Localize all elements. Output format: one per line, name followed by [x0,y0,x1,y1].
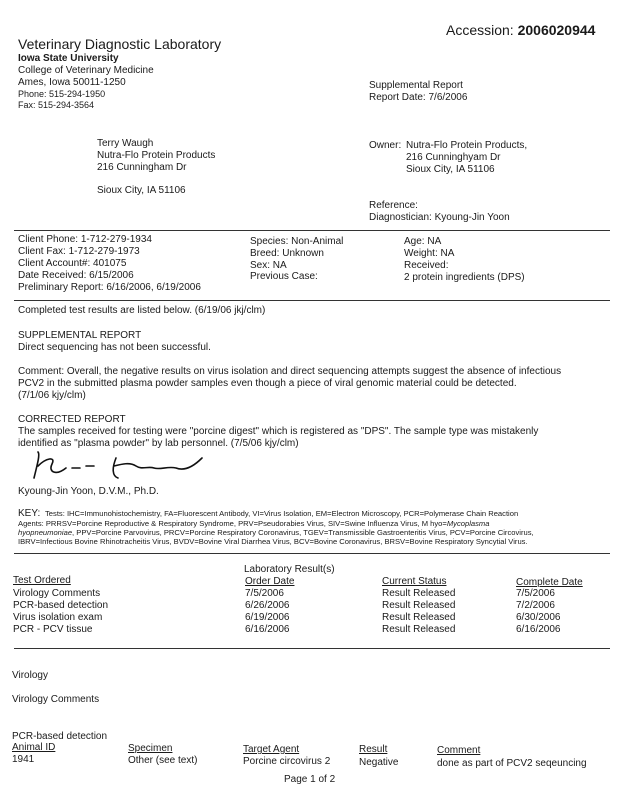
client-city: Sioux City, IA 51106 [97,185,186,196]
pcr-result: Negative [359,757,399,768]
lab-header-order-date: Order Date [245,576,295,587]
cell-test: Virus isolation exam [13,612,103,623]
key-line3 [18,528,534,537]
lab-header-test: Test Ordered [13,575,71,586]
reference: Reference: [369,200,418,211]
cell-order-date: 7/5/2006 [245,588,284,599]
client-name: Terry Waugh [97,138,154,149]
pcr-header-specimen: Specimen [128,743,173,754]
pcr-target-agent: Porcine circovirus 2 [243,756,331,767]
lab-name: Veterinary Diagnostic Laboratory [18,36,222,52]
corrected-line1: The samples received for testing were "porcine digest" which is registered as "DPS". The sample type was mistakenly [18,426,539,437]
divider-results [14,648,610,649]
owner-line1: Nutra-Flo Protein Products, [406,140,528,151]
breed: Breed: Unknown [250,248,324,259]
report-type: Supplemental Report [369,80,463,91]
cell-order-date: 6/19/2006 [245,612,290,623]
cell-status: Result Released [382,588,456,599]
table-row [0,624,639,636]
supplemental-text: Direct sequencing has not been successful. [18,342,211,353]
page-number: Page 1 of 2 [284,774,336,785]
client-fax: Client Fax: 1-712-279-1973 [18,246,140,257]
cell-test: PCR-based detection [13,600,109,611]
species: Species: Non-Animal [250,236,344,247]
client-street: 216 Cunningham Dr [97,162,187,173]
client-company: Nutra-Flo Protein Products [97,150,216,161]
received-label: Received: [404,260,449,271]
lab-header-status: Current Status [382,576,447,587]
diagnostician: Diagnostician: Kyoung-Jin Yoon [369,212,510,223]
comment-line2: PCV2 in the submitted plasma powder samples even though a piece of viral genomic material could be detected. [18,378,517,389]
pcr-header-comment: Comment [437,745,481,756]
key-line1: Tests: IHC=Immunohistochemistry, FA=Fluorescent Antibody, VI=Virus Isolation, EM=Electron Microscopy, PCR=Polymerase Chain Reaction [45,509,519,518]
divider-info [14,300,610,301]
cell-complete: 6/30/2006 [516,612,561,623]
owner-line3: Sioux City, IA 51106 [406,164,495,175]
comment-line1: Comment: Overall, the negative results on virus isolation and direct sequencing attempts suggest the absence of infectious [18,366,562,377]
lab-university: Iowa State University [18,53,119,64]
key-line3-italic: hyopneumoniae [18,528,73,537]
divider-key [14,553,610,554]
divider-top [14,230,610,231]
pcr-animal-id: 1941 [12,754,35,765]
received-value: 2 protein ingredients (DPS) [404,272,525,283]
pcr-header-animal-id: Animal ID [12,742,56,753]
cell-test: Virology Comments [13,588,101,599]
supplemental-heading: SUPPLEMENTAL REPORT [18,330,142,341]
table-row [0,754,639,768]
corrected-line2: identified as "plasma powder" by lab personnel. (7/5/06 kjy/clm) [18,438,299,449]
pcr-specimen: Other (see text) [128,755,198,766]
table-row [0,588,639,600]
owner-label: Owner: [369,140,402,151]
lab-results-title: Laboratory Result(s) [244,564,335,575]
signature-script [26,448,206,486]
preliminary-report: Preliminary Report: 6/16/2006, 6/19/2006 [18,282,201,293]
signature-scribble [26,448,206,486]
cell-status: Result Released [382,612,456,623]
cell-complete: 7/2/2006 [516,600,555,611]
cell-test: PCR - PCV tissue [13,624,93,635]
key-line2-text: Agents: PRRSV=Porcine Reproductive & Respiratory Syndrome, PRV=Pseudorabies Virus, SIV=Swine Influenza Virus, M hyo= [18,519,447,528]
lab-fax: Fax: 515-294-3564 [18,100,95,110]
cell-complete: 6/16/2006 [516,624,561,635]
section-virology: Virology [12,670,48,681]
section-pcr: PCR-based detection [12,731,108,742]
lab-college: College of Veterinary Medicine [18,65,154,76]
age: Age: NA [404,236,442,247]
report-date: Report Date: 7/6/2006 [369,92,468,103]
pcr-header-result: Result [359,744,388,755]
table-row [0,612,639,624]
comment-line3: (7/1/06 kjy/clm) [18,390,86,401]
accession-number: 2006020944 [517,22,596,38]
date-received: Date Received: 6/15/2006 [18,270,134,281]
completed-note: Completed test results are listed below. (6/19/06 jkj/clm) [18,305,266,316]
previous-case: Previous Case: [250,271,318,282]
pcr-header-target-agent: Target Agent [243,744,300,755]
cell-status: Result Released [382,600,456,611]
signature-text: K.-J. Yoon [26,484,31,485]
key-line2 [18,519,489,528]
accession-label: Accession: [446,22,514,38]
section-virology-comments: Virology Comments [12,694,100,705]
cell-order-date: 6/26/2006 [245,600,290,611]
signature-name: Kyoung-Jin Yoon, D.V.M., Ph.D. [18,486,159,497]
client-account: Client Account#: 401075 [18,258,127,269]
weight: Weight: NA [404,248,455,259]
sex: Sex: NA [250,260,287,271]
corrected-heading: CORRECTED REPORT [18,414,126,425]
lab-phone: Phone: 515-294-1950 [18,89,106,99]
table-row [0,600,639,612]
client-phone: Client Phone: 1-712-279-1934 [18,234,152,245]
key-line4: IBRV=Infectious Bovine Rhinotracheitis Virus, BVDV=Bovine Viral Diarrhea Virus, BCV=Bovine Coronavirus, BRSV=Bovine Respiratory Syncytial Virus. [18,537,528,546]
lab-address: Ames, Iowa 50011-1250 [18,77,126,88]
lab-header-complete: Complete Date [516,577,583,588]
cell-status: Result Released [382,624,456,635]
accession [446,22,595,38]
cell-order-date: 6/16/2006 [245,624,290,635]
cell-complete: 7/5/2006 [516,588,555,599]
key-line3-text: , PPV=Porcine Parvovirus, PRCV=Porcine Respiratory Coronavirus, TGEV=Transmissible Gastroenteritis Virus, PCV=Porcine Circovirus, [72,528,534,537]
pcr-comment: done as part of PCV2 seqeuncing [437,758,587,769]
owner-line2: 216 Cunninghyam Dr [406,152,501,163]
key-label: KEY: [18,508,41,519]
key-line2-italic: Mycoplasma [446,519,490,528]
